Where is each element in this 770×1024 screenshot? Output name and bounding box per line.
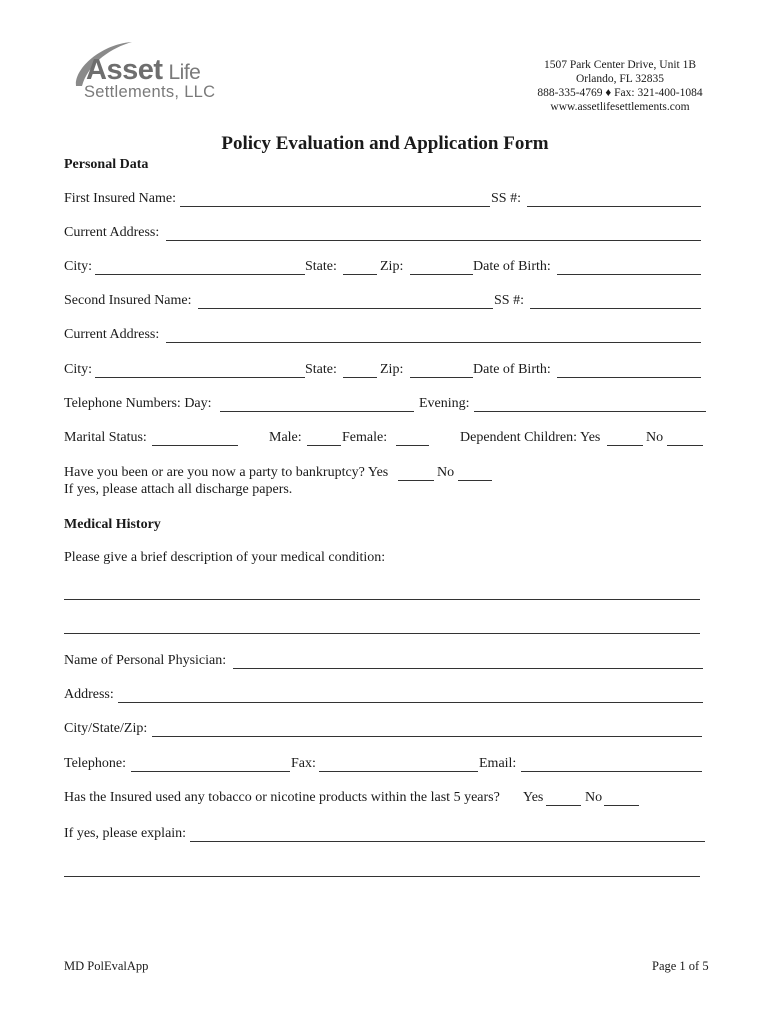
input-dependent-children-yes[interactable] <box>607 445 643 446</box>
address-website: www.assetlifesettlements.com <box>550 101 690 113</box>
input-physician-fax[interactable] <box>319 771 478 772</box>
input-state-2[interactable] <box>343 377 377 378</box>
input-bankruptcy-yes[interactable] <box>398 480 434 481</box>
input-zip-1[interactable] <box>410 274 473 275</box>
input-dob-1[interactable] <box>557 274 701 275</box>
input-current-address-1[interactable] <box>166 240 701 241</box>
label-male: Male: <box>269 430 302 445</box>
company-logo <box>62 40 262 104</box>
label-tobacco-yes: Yes <box>523 790 544 805</box>
label-current-address-1: Current Address: <box>64 225 160 240</box>
input-ss-2[interactable] <box>530 308 701 309</box>
label-state-1: State: <box>305 259 337 274</box>
label-ss-2: SS #: <box>494 293 524 308</box>
input-tobacco-explain-line-1[interactable] <box>190 841 705 842</box>
label-current-address-2: Current Address: <box>64 327 160 342</box>
label-tobacco-question: Has the Insured used any tobacco or nicotine products within the last 5 years? <box>64 790 500 805</box>
label-city-1: City: <box>64 259 93 274</box>
input-dob-2[interactable] <box>557 377 701 378</box>
label-evening: Evening: <box>419 396 470 411</box>
input-physician-telephone[interactable] <box>131 771 290 772</box>
label-marital-status: Marital Status: <box>64 430 147 445</box>
label-dob-2: Date of Birth: <box>473 362 551 377</box>
label-bankruptcy-no: No <box>437 465 455 480</box>
label-tobacco-explain: If yes, please explain: <box>64 826 187 841</box>
logo-text-line1: Asset Life <box>86 54 201 86</box>
label-medical-description: Please give a brief description of your medical condition: <box>64 550 386 565</box>
label-city-2: City: <box>64 362 93 377</box>
label-zip-1: Zip: <box>380 259 404 274</box>
logo-text-line2: Settlements, LLC <box>84 83 216 101</box>
input-physician-name[interactable] <box>233 668 703 669</box>
input-female[interactable] <box>396 445 429 446</box>
input-male[interactable] <box>307 445 341 446</box>
input-tobacco-explain-line-2[interactable] <box>64 876 700 877</box>
company-address <box>520 58 720 114</box>
label-female: Female: <box>342 430 388 445</box>
label-physician-telephone: Telephone: <box>64 756 126 771</box>
label-first-insured-name: First Insured Name: <box>64 191 176 206</box>
label-physician-fax: Fax: <box>291 756 316 771</box>
input-first-insured-name[interactable] <box>180 206 490 207</box>
input-medical-description-line-1[interactable] <box>64 599 700 600</box>
input-ss-1[interactable] <box>527 206 701 207</box>
input-current-address-2[interactable] <box>166 342 701 343</box>
input-city-1[interactable] <box>95 274 305 275</box>
label-second-insured-name: Second Insured Name: <box>64 293 192 308</box>
label-dependent-children-yes: Dependent Children: Yes <box>460 430 601 445</box>
footer-form-id: MD PolEvalApp <box>64 959 149 973</box>
label-tobacco-no: No <box>585 790 603 805</box>
input-state-1[interactable] <box>343 274 377 275</box>
input-city-state-zip[interactable] <box>152 736 702 737</box>
input-bankruptcy-no[interactable] <box>458 480 492 481</box>
input-dependent-children-no[interactable] <box>667 445 703 446</box>
bankruptcy-note: If yes, please attach all discharge papers. <box>64 482 293 497</box>
section-medical-history: Medical History <box>64 517 161 532</box>
input-physician-email[interactable] <box>521 771 702 772</box>
input-zip-2[interactable] <box>410 377 473 378</box>
label-physician-email: Email: <box>479 756 517 771</box>
address-line-2: Orlando, FL 32835 <box>575 73 665 85</box>
input-marital-status[interactable] <box>152 445 238 446</box>
input-tobacco-yes[interactable] <box>546 805 581 806</box>
address-line-1: 1507 Park Center Drive, Unit 1B <box>543 59 697 71</box>
label-physician-name: Name of Personal Physician: <box>64 653 227 668</box>
input-tobacco-no[interactable] <box>604 805 639 806</box>
label-city-state-zip: City/State/Zip: <box>64 721 148 736</box>
label-ss-1: SS #: <box>491 191 521 206</box>
label-telephone-day: Telephone Numbers: Day: <box>64 396 212 411</box>
input-telephone-day[interactable] <box>220 411 414 412</box>
label-bankruptcy-question: Have you been or are you now a party to bankruptcy? Yes <box>64 465 389 480</box>
label-dob-1: Date of Birth: <box>473 259 551 274</box>
page-title: Policy Evaluation and Application Form <box>221 133 549 154</box>
label-state-2: State: <box>305 362 337 377</box>
input-evening[interactable] <box>474 411 706 412</box>
address-line-3: 888-335-4769 ♦ Fax: 321-400-1084 <box>537 87 703 99</box>
label-dependent-children-no: No <box>646 430 664 445</box>
input-city-2[interactable] <box>95 377 305 378</box>
input-medical-description-line-2[interactable] <box>64 633 700 634</box>
label-zip-2: Zip: <box>380 362 404 377</box>
label-physician-address: Address: <box>64 687 114 702</box>
section-personal-data: Personal Data <box>64 157 149 172</box>
input-physician-address[interactable] <box>118 702 703 703</box>
footer-page-number: Page 1 of 5 <box>652 959 709 973</box>
input-second-insured-name[interactable] <box>198 308 493 309</box>
